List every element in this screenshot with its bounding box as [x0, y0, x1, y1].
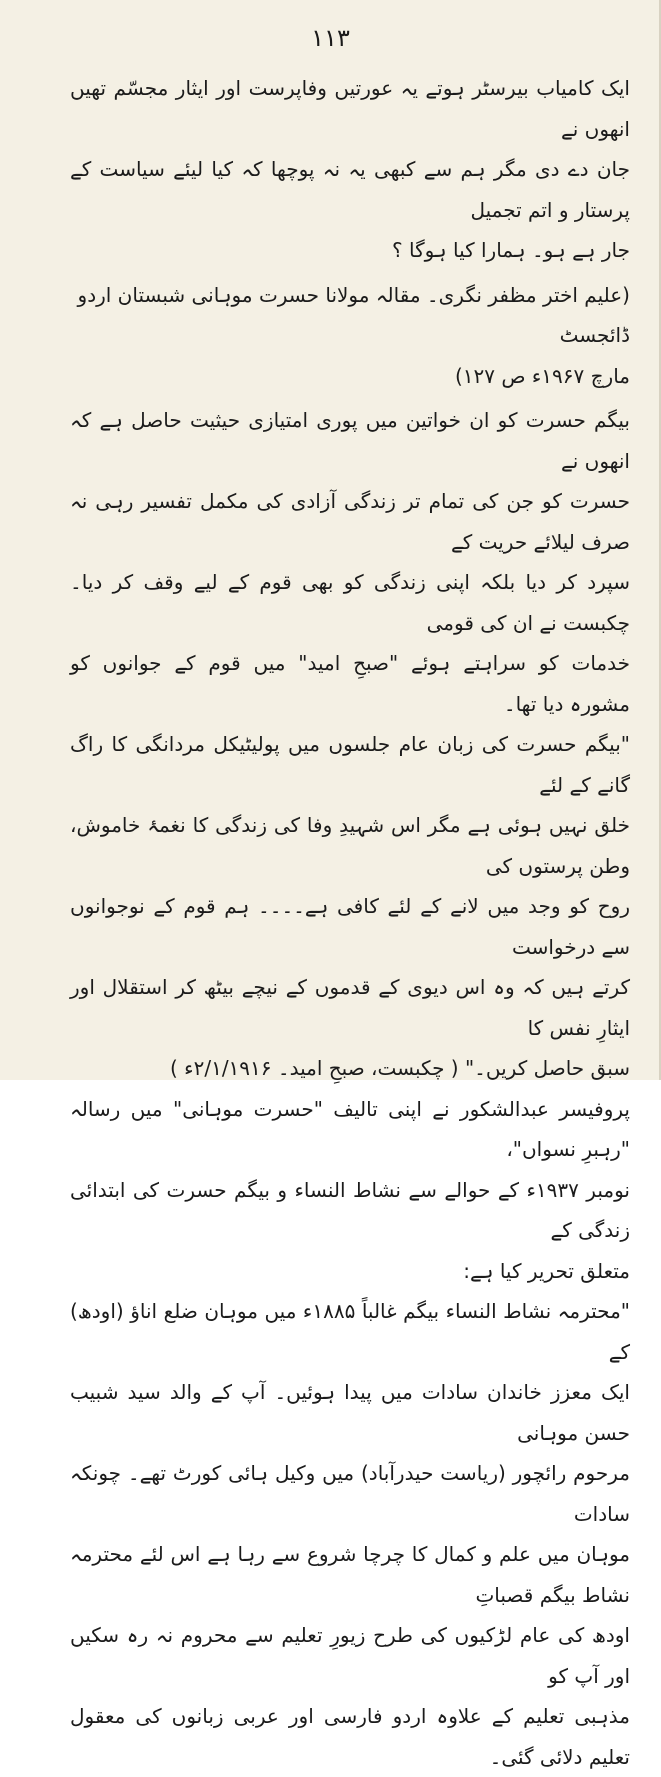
text-line: (علیم اختر مظفر نگری۔ مقالہ مولانا حسرت موہانی شبستان اردو ڈائجسٹ [77, 282, 630, 347]
text-line: متعلق تحریر کیا ہے: [463, 1258, 630, 1283]
citation-1 [70, 275, 630, 397]
text-line: ایک معزز خاندان سادات میں پیدا ہوئیں۔ آپ کے والد سید شبیب حسن موہانی [70, 1380, 630, 1445]
paragraph-1 [70, 68, 630, 271]
text-line: روح کو وجد میں لانے کے لئے کافی ہے۔۔۔۔ ہم قوم کے نوجوانوں سے درخواست [70, 894, 630, 959]
text-line: ایک کامیاب بیرسٹر ہوتے یہ عورتیں وفاپرست اور ایثار مجسّم تھیں انھوں نے [70, 76, 630, 141]
text-line: اودھ کی عام لڑکیوں کی طرح زیورِ تعلیم سے محروم نہ رہ سکیں اور آپ کو [70, 1623, 630, 1688]
page-number: ۱۱۳ [311, 24, 350, 52]
text-line: مارچ ۱۹۶۷ء ص ۱۲۷) [454, 363, 630, 388]
text-line: بیگم حسرت کو ان خواتین میں پوری امتیازی حیثیت حاصل ہے کہ انھوں نے [70, 408, 630, 473]
text-line: مرحوم رائچور (ریاست حیدرآباد) میں وکیل ہائی کورٹ تھے۔ چونکہ سادات [70, 1461, 630, 1526]
text-line: مذہبی تعلیم کے علاوہ اردو فارسی اور عربی زبانوں کی معقول تعلیم دلائی گئی۔ [70, 1704, 630, 1769]
text-line: کرتے ہیں کہ وہ اس دیوی کے قدموں کے نیچے بیٹھ کر استقلال اور ایثارِ نفس کا [70, 975, 630, 1040]
text-line: موہان میں علم و کمال کا چرچا شروع سے رہا ہے اس لئے محترمہ نشاط بیگم قصباتِ [70, 1542, 630, 1607]
text-line: جان دے دی مگر ہم سے کبھی یہ نہ پوچھا کہ کیا لیئے سیاست کے پرستار و اتم تجمیل [70, 157, 630, 222]
text-line: "بیگم حسرت کی زبان عام جلسوں میں پولیٹیکل مردانگی کا راگ گانے کے لئے [70, 732, 630, 797]
quote-chakbast [70, 724, 630, 1089]
text-line: سبق حاصل کریں۔" ( چکبست، صبحِ امید۔ ۲/۱/۱۹۱۶ء ) [170, 1056, 630, 1080]
text-line: جار ہے ہو۔ ہمارا کیا ہوگا ؟ [392, 238, 630, 262]
text-line: سپرد کر دیا بلکہ اپنی زندگی کو بھی قوم کے لیے وقف کر دیا۔ چکبست نے ان کی قومی [70, 570, 630, 635]
page-body [70, 68, 630, 1777]
text-line: خدمات کو سراہتے ہوئے "صبحِ امید" میں قوم کے جوانوں کو مشورہ دیا تھا۔ [70, 651, 630, 716]
text-line: حسرت کو جن کی تمام تر زندگی آزادی کی مکمل تفسیر رہی نہ صرف لیلائے حریت کے [70, 489, 630, 554]
text-line: خلق نہیں ہوئی ہے مگر اس شہیدِ وفا کی زندگی کا نغمۂ خاموش، وطن پرستوں کی [70, 813, 630, 878]
paragraph-3 [70, 1089, 630, 1292]
text-line: پروفیسر عبدالشکور نے اپنی تالیف "حسرت موہانی" میں رسالہ "رہبرِ نسواں"، [70, 1096, 630, 1161]
text-line: نومبر ۱۹۳۷ء کے حوالے سے نشاط النساء و بیگم حسرت کی ابتدائی زندگی کے [70, 1177, 630, 1242]
paragraph-2 [70, 400, 630, 724]
text-line: "محترمہ نشاط النساء بیگم غالباً ۱۸۸۵ء میں موہان ضلع اناؤ (اودھ) کے [70, 1299, 630, 1364]
quote-nishat-biography [70, 1291, 630, 1777]
